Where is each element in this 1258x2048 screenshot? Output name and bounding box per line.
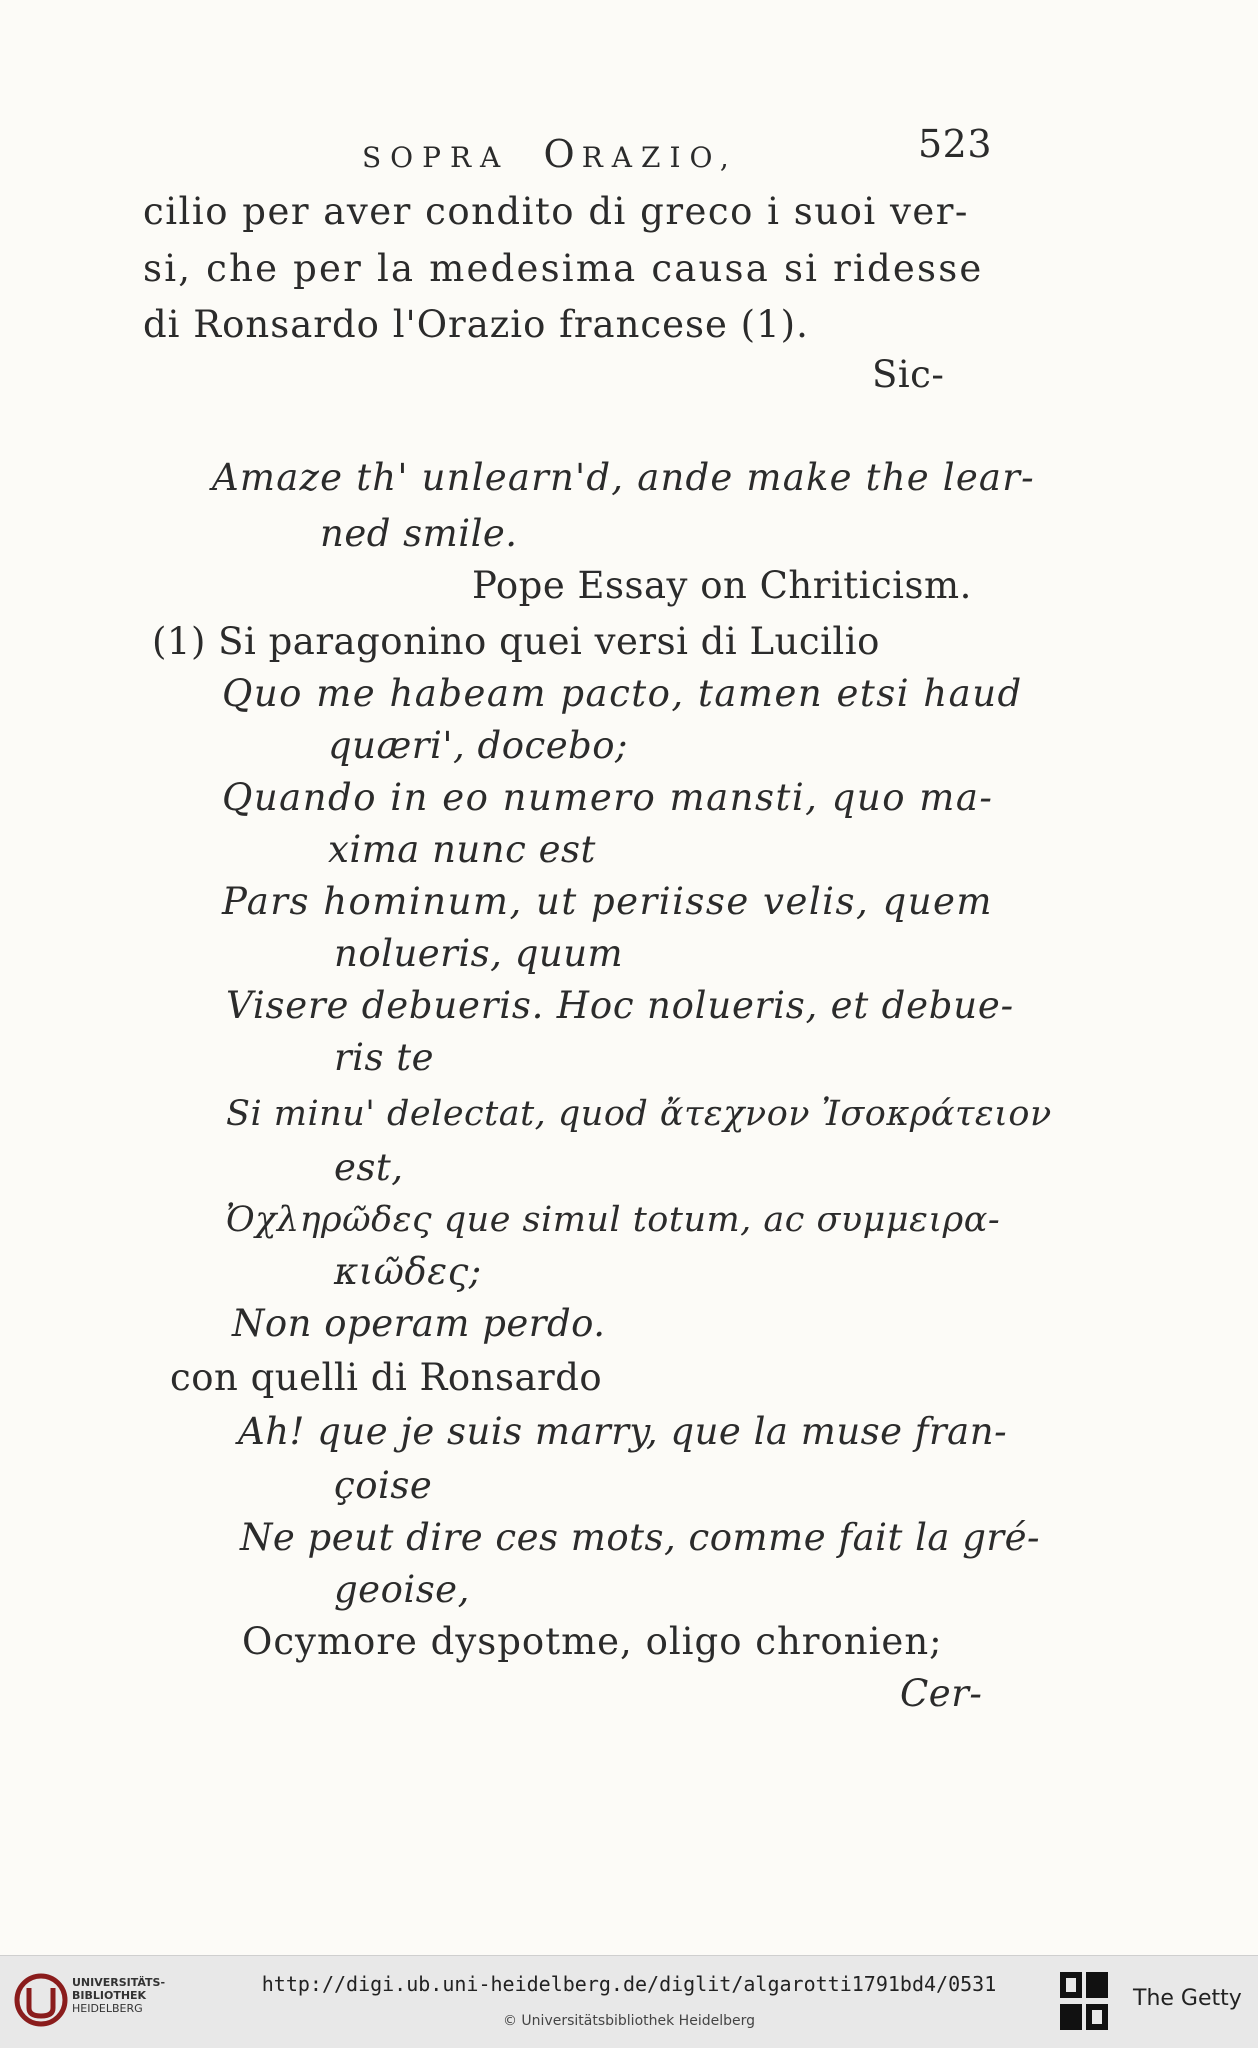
footnote-pope-line-2: ned smile. [320,512,518,555]
lucilio-verse-13: Non operam perdo. [232,1302,606,1345]
lucilio-verse-5: Pars hominum, ut periisse velis, quem [222,880,994,923]
page-number: 523 [918,122,993,166]
footnote-catchword: Cer- [900,1672,983,1715]
running-header: SOPRA ORAZIO, [362,132,738,176]
lucilio-verse-12: κιῶδες; [334,1250,482,1293]
footnote-1-intro: (1) Si paragonino quei versi di Lucilio [152,620,880,663]
body-catchword: Sic- [872,353,945,396]
lucilio-verse-11: Ὀχληρῶδες que simul totum, ac συμμειρα- [226,1200,1001,1240]
permalink-url[interactable]: http://digi.ub.uni-heidelberg.de/diglit/algarotti1791bd4/0531 [261,1972,997,1996]
lucilio-verse-3: Quando in eo numero mansti, quo ma- [222,776,994,819]
ronsard-verse-4: geoise, [334,1568,470,1611]
getty-label: The Getty [1133,1986,1242,2011]
body-line-2: si, che per la medesima causa si ridesse [143,247,984,290]
lucilio-verse-7: Visere debueris. Hoc nolueris, et debue- [226,984,1014,1027]
ronsard-verse-2: çoise [334,1464,433,1507]
library-name: UNIVERSITÄTS- BIBLIOTHEK HEIDELBERG [72,1976,166,2015]
header-orazio-initial: O [543,132,582,176]
footnote-pope-line-1: Amaze th' unlearn'd, ande make the lear- [212,456,1035,499]
ronsard-verse-5: Ocymore dyspotme, oligo chronien; [242,1620,943,1663]
lucilio-verse-1: Quo me habeam pacto, tamen etsi haud [222,672,1023,715]
body-line-1: cilio per aver condito di greco i suoi ver- [143,190,969,233]
header-orazio-rest: RAZIO [581,141,720,174]
footnote-pope-source: Pope Essay on Chriticism. [472,564,972,607]
ronsard-verse-1: Ah! que je suis marry, que la muse fran- [238,1410,1008,1453]
ronsard-verse-3: Ne peut dire ces mots, comme fait la gré- [240,1516,1041,1559]
copyright-notice: © Universitätsbibliothek Heidelberg [502,2013,755,2029]
lucilio-verse-2: quæri', docebo; [328,724,629,767]
getty-logo-icon [1058,1970,1112,2036]
lucilio-verse-6: nolueris, quum [334,932,624,975]
lucilio-verse-10: est, [334,1146,404,1189]
lucilio-verse-8: ris te [334,1036,435,1079]
viewer-footer [0,1955,1258,2048]
lucilio-verse-9: Si minu' delectat, quod ἄτεχνον Ἰσοκράτειον [226,1094,1052,1134]
footnote-1-link: con quelli di Ronsardo [170,1356,603,1399]
body-line-3: di Ronsardo l'Orazio francese (1). [143,303,809,346]
lucilio-verse-4: xima nunc est [328,828,596,871]
header-sopra: SOPRA [362,141,510,174]
